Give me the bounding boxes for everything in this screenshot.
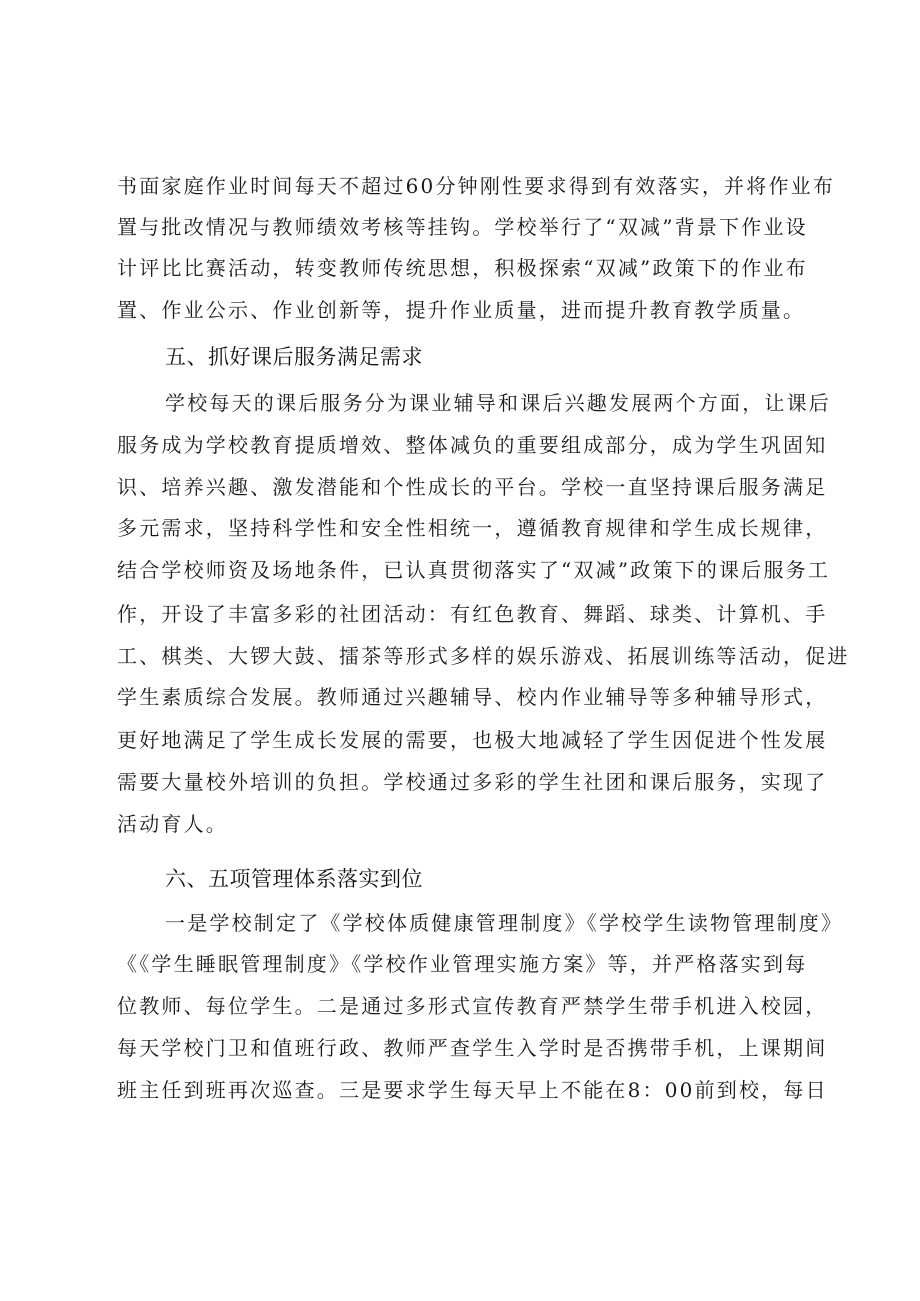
paragraph-2-line-8: 学生素质综合发展。教师通过兴趣辅导、校内作业辅导等多种辅导形式， <box>117 685 828 709</box>
paragraph-3-line-2: 《《学生睡眠管理制度》《学校作业管理实施方案》等，并严格落实到每 <box>117 952 808 976</box>
paragraph-3-line-4: 每天学校门卫和值班行政、教师严查学生入学时是否携带手机，上课期间 <box>117 1036 828 1060</box>
paragraph-1-line-3: 计评比比赛活动，转变教师传统思想，积极探索“双减”政策下的作业布 <box>117 256 808 280</box>
section-heading-6: 六、五项管理体系落实到位 <box>165 867 423 891</box>
paragraph-1-line-2: 置与批改情况与教师绩效考核等挂钩。学校举行了“双减”背景下作业设 <box>117 215 808 239</box>
paragraph-3-line-1: 一是学校制定了《学校体质健康管理制度》《学校学生读物管理制度》 <box>165 911 844 935</box>
paragraph-2-line-4: 多元需求，坚持科学性和安全性相统一，遵循教育规律和学生成长规律， <box>117 516 828 540</box>
paragraph-2-line-3: 识、培养兴趣、激发潜能和个性成长的平台。学校一直坚持课后服务满足 <box>117 475 828 499</box>
paragraph-3-line-5: 班主任到班再次巡查。三是要求学生每天早上不能在8：00前到校，每日 <box>117 1078 828 1102</box>
paragraph-2-line-6: 作，开设了丰富多彩的社团活动：有红色教育、舞蹈、球类、计算机、手 <box>117 602 828 626</box>
section-heading-5: 五、抓好课后服务满足需求 <box>165 345 423 369</box>
paragraph-3-line-3: 位教师、每位学生。二是通过多形式宣传教育严禁学生带手机进入校园， <box>117 994 828 1018</box>
paragraph-2-line-2: 服务成为学校教育提质增效、整体减负的重要组成部分，成为学生巩固知 <box>117 433 828 457</box>
paragraph-2-line-11: 活动育人。 <box>117 812 228 836</box>
paragraph-1-line-4: 置、作业公示、作业创新等，提升作业质量，进而提升教育教学质量。 <box>117 298 806 322</box>
paragraph-2-line-5: 结合学校师资及场地条件，已认真贯彻落实了“双减”政策下的课后服务工 <box>117 558 831 582</box>
paragraph-1-line-1: 书面家庭作业时间每天不超过60分钟刚性要求得到有效落实，并将作业布 <box>117 174 836 198</box>
paragraph-2-line-10: 需要大量校外培训的负担。学校通过多彩的学生社团和课后服务，实现了 <box>117 770 828 794</box>
paragraph-2-line-7: 工、棋类、大锣大鼓、擂茶等形式多样的娱乐游戏、拓展训练等活动，促进 <box>117 644 850 668</box>
paragraph-2-line-9: 更好地满足了学生成长发展的需要，也极大地减轻了学生因促进个性发展 <box>117 728 828 752</box>
paragraph-2-line-1: 学校每天的课后服务分为课业辅导和课后兴趣发展两个方面，让课后 <box>165 391 831 415</box>
